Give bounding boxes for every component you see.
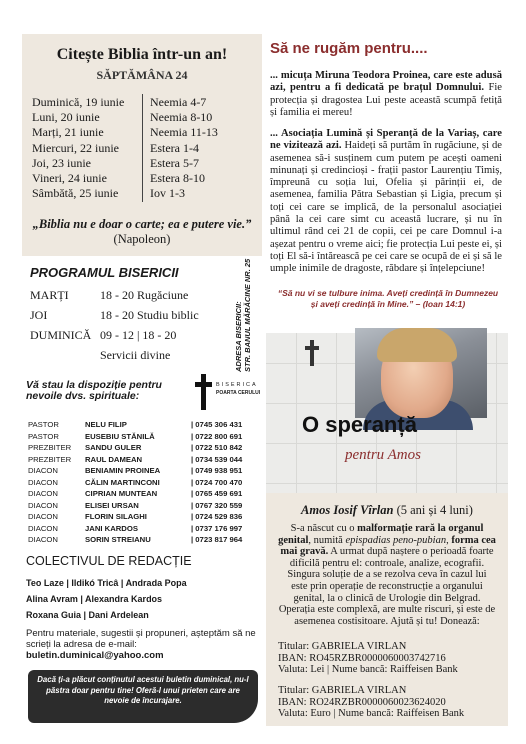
quote-author: (Napoleon) bbox=[113, 232, 171, 246]
account-currency: Valuta: Euro | Nume bancă: Raiffeisen Bank bbox=[278, 708, 465, 720]
reading-item: Estera 1-4 bbox=[150, 140, 199, 155]
program-activity: 09 - 12 | 18 - 20 bbox=[100, 328, 177, 342]
staff-name: BENIAMIN PROINEA bbox=[85, 466, 161, 475]
staff-role: PASTOR bbox=[28, 420, 59, 429]
staff-role: DIACON bbox=[28, 477, 58, 487]
donation-box bbox=[266, 493, 508, 726]
prayer-p2-bold: ... Asociația Lumină și Speranță de la Variaș, care ne vizitează azi. bbox=[270, 128, 502, 152]
address-text bbox=[234, 259, 252, 372]
staff-role: PASTOR bbox=[28, 431, 59, 441]
staff-role: PREZBITER bbox=[28, 454, 72, 464]
desc-bold: forma cea mai gravă. bbox=[280, 534, 496, 558]
program-row bbox=[30, 328, 177, 343]
grid-line bbox=[296, 333, 297, 493]
grid-line bbox=[266, 443, 508, 444]
contact-info bbox=[26, 628, 258, 661]
staff-phone: | 0724 529 836 bbox=[191, 512, 243, 521]
prayer-p2-rest: Haideți să purtăm în rugăciune, și de asemenea să-i susținem cum putem pe acești oameni minunați și credincioși - frații pastor Laurențiu Timiș, împreună cu soția lui, Ofelia și părinții ei, de asemenea, familia Pătra Sebastian și Ligia, precum și toți cei care se implică, de la personalul asociației până la cei care simt cu această lucrare, și nu în ultimul rând cei 21 de copii, cei pe care Domnul i-a așezat pentru o vreme aici; fie protecția Lui peste ei, și toți El să-i întărească pe cei care se ocupă de ei și să le umple inimile de dragoste, răbdare și înțelepciune! bbox=[270, 140, 502, 275]
bible-title: Citește Biblia într-un an! bbox=[56, 46, 228, 63]
program-row bbox=[30, 308, 199, 323]
program-title: PROGRAMUL BISERICII bbox=[30, 265, 179, 280]
program-row bbox=[30, 288, 189, 303]
amos-age: (5 ani și 4 luni) bbox=[396, 503, 473, 517]
staff-phone: | 0749 938 951 bbox=[191, 466, 243, 475]
reading-item: Estera 8-10 bbox=[150, 171, 205, 186]
staff-phone: | 0737 176 997 bbox=[191, 523, 243, 533]
address-street: STR. BANUL MĂRĂCINE NR. 25 bbox=[243, 258, 252, 372]
staff-phone: | 0722 800 691 bbox=[191, 431, 243, 441]
staff-name: CIPRIAN MUNTEAN bbox=[85, 489, 158, 498]
desc-text: , bbox=[446, 534, 452, 546]
desc-text: , numită bbox=[308, 534, 346, 546]
account-holder: Titular: GABRIELA VIRLAN bbox=[278, 641, 407, 652]
day-item: Miercuri, 22 iunie bbox=[32, 140, 119, 155]
account-currency: Valuta: Lei | Nume bancă: Raiffeisen Bank bbox=[278, 664, 458, 676]
program-day: MARȚI bbox=[30, 288, 69, 302]
prayer-title: Să ne rugăm pentru.... bbox=[270, 40, 428, 57]
staff-role: DIACON bbox=[28, 500, 58, 510]
hope-title: O speranță bbox=[302, 412, 417, 437]
quote-text: „Biblia nu e doar o carte; ea e putere vie.” bbox=[32, 217, 252, 231]
grid-line bbox=[266, 483, 508, 484]
staff-phone: | 0767 320 559 bbox=[191, 500, 243, 510]
day-item: Joi, 23 iunie bbox=[32, 155, 91, 170]
banner-text: Dacă ți-a plăcut conținutul acestui buletin duminical, nu-l păstra doar pentru tine! Oferă-l unui prieten care are nevoie de încurajare. bbox=[37, 675, 249, 705]
reading-item: Neemia 8-10 bbox=[150, 110, 213, 125]
editorial-line: Roxana Guia | Dani Ardelean bbox=[26, 610, 149, 620]
account-iban[interactable]: IBAN: RO45RZBR0000060003742716 bbox=[278, 652, 446, 664]
editorial-line: Teo Laze | Ildikó Tricâ | Andrada Popa bbox=[26, 578, 187, 588]
amos-description bbox=[278, 523, 496, 627]
church-address bbox=[224, 258, 254, 372]
editorial-title: COLECTIVUL DE REDACȚIE bbox=[26, 554, 192, 568]
contact-text: Pentru materiale, sugestii și propuneri, așteptăm să ne scrieți la adresa de e-mail: bbox=[26, 628, 256, 650]
days-list bbox=[32, 95, 124, 201]
staff-name: CĂLIN MARTINCONI bbox=[85, 477, 160, 487]
child-photo bbox=[355, 328, 487, 418]
address-label: ADRESA BISERICII: bbox=[234, 301, 243, 372]
reading-item: Neemia 11-13 bbox=[150, 125, 218, 140]
reading-item: Estera 5-7 bbox=[150, 155, 199, 170]
prayer-p1-bold: ... micuța Miruna Teodora Proinea, care este adusă azi, pentru a fi dedicată pe brațul Domnului. bbox=[270, 70, 502, 94]
amos-name: Amos Iosif Vîrlan bbox=[301, 503, 394, 517]
day-item: Marți, 21 iunie bbox=[32, 125, 104, 140]
day-item: Vineri, 24 iunie bbox=[32, 171, 107, 186]
readings-list bbox=[150, 95, 218, 201]
logo-line1: BISERICA bbox=[216, 382, 258, 388]
column-divider bbox=[142, 94, 143, 202]
bank-account bbox=[278, 685, 464, 720]
day-item: Sâmbătă, 25 iunie bbox=[32, 186, 119, 201]
church-logo bbox=[192, 372, 262, 412]
staff-name: NELU FILIP bbox=[85, 420, 127, 429]
editorial-line: Alina Avram | Alexandra Kardos bbox=[26, 594, 163, 604]
program-activity: 18 - 20 Studiu biblic bbox=[100, 308, 199, 322]
contact-email[interactable]: buletin.duminical@yahoo.com bbox=[26, 650, 164, 661]
photo-hair bbox=[377, 328, 457, 362]
day-item: Luni, 20 iunie bbox=[32, 110, 100, 125]
staff-role: DIACON bbox=[28, 489, 58, 498]
share-banner bbox=[28, 670, 258, 723]
desc-italic: epispadias peno-pubian bbox=[345, 534, 447, 546]
staff-phone: | 0734 539 044 bbox=[191, 454, 243, 464]
staff-name: EUSEBIU STĂNILĂ bbox=[85, 431, 155, 441]
help-title: Vă stau la dispoziție pentru nevoile dvs. spirituale: bbox=[26, 379, 162, 402]
staff-role: DIACON bbox=[28, 523, 58, 533]
bible-week: SĂPTĂMÂNA 24 bbox=[96, 68, 188, 82]
prayer-paragraph-2 bbox=[270, 128, 502, 276]
day-item: Duminică, 19 iunie bbox=[32, 95, 125, 109]
reading-item: Iov 1-3 bbox=[150, 186, 185, 201]
staff-name: SANDU GULER bbox=[85, 443, 142, 452]
account-iban[interactable]: IBAN: RO24RZBR0000060023624020 bbox=[278, 696, 446, 708]
staff-phone: | 0722 510 842 bbox=[191, 443, 243, 452]
amos-title bbox=[266, 503, 508, 518]
program-day: JOI bbox=[30, 308, 48, 322]
bible-quote bbox=[32, 217, 252, 247]
desc-text: A urmat după naștere o perioadă foarte dificilă pentru el: controale, analize, ecografii. Singura soluție de a se rezolva ceva în cazul lui este prin operație de reconstrucție a organului genital, la o clinică de Urologie din Belgrad. Operația este complexă, are multe riscuri, și este de asemenea costisitoare. Ajută și tu! Donează: bbox=[278, 546, 496, 627]
program-activity: Servicii divine bbox=[100, 348, 171, 362]
staff-role: DIACON bbox=[28, 466, 58, 475]
staff-phone: | 0745 306 431 bbox=[191, 420, 243, 429]
staff-name: SORIN STREIANU bbox=[85, 535, 151, 544]
cross-icon bbox=[305, 340, 319, 366]
account-holder: Titular: GABRIELA VIRLAN bbox=[278, 685, 407, 696]
prayer-paragraph-1 bbox=[270, 70, 502, 119]
desc-text: S-a născut cu o bbox=[290, 523, 358, 534]
staff-name: RAUL DAMEAN bbox=[85, 454, 143, 464]
staff-name: ELISEI URSAN bbox=[85, 500, 139, 510]
program-activity: 18 - 20 Rugăciune bbox=[100, 288, 189, 302]
bank-account bbox=[278, 641, 458, 676]
grid-line bbox=[496, 333, 497, 493]
prayer-p1-rest: Fie protecția și dragostea Lui peste această scumpă fetiță și familia ei mereu! bbox=[270, 82, 502, 118]
desc-bold: malformație rară la organul genital bbox=[278, 523, 484, 546]
staff-name: FLORIN SILAGHI bbox=[85, 512, 147, 521]
staff-name: JANI KARDOS bbox=[85, 523, 138, 533]
staff-phone: | 0765 459 691 bbox=[191, 489, 243, 498]
reading-item: Neemia 4-7 bbox=[150, 95, 207, 109]
staff-phone: | 0724 700 470 bbox=[191, 477, 243, 487]
logo-line2: POARTA CERULUI bbox=[216, 390, 261, 396]
program-day: DUMINICĂ bbox=[30, 328, 92, 342]
staff-phone: | 0723 817 964 bbox=[191, 535, 243, 544]
staff-role: PREZBITER bbox=[28, 443, 72, 452]
bible-verse: “Să nu vi se tulbure inima. Aveți credință în Dumnezeu și aveți credință în Mine.” – (Ioan 14:1) bbox=[277, 288, 499, 309]
hope-subtitle: pentru Amos bbox=[345, 447, 421, 463]
bible-reading-box bbox=[22, 34, 262, 256]
staff-role: DIACON bbox=[28, 512, 58, 521]
staff-role: DIACON bbox=[28, 535, 58, 544]
